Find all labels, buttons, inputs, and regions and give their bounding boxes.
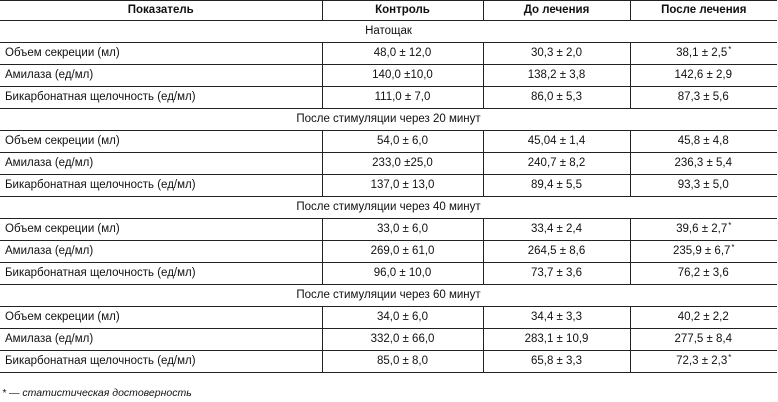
after-treatment-value-cell xyxy=(630,175,777,197)
after-treatment-value-cell xyxy=(630,351,777,373)
table-header xyxy=(0,1,777,21)
before-treatment-value-cell: 138,2 ± 3,8 xyxy=(483,65,630,87)
indicator-name-cell: Амилаза (ед/мл) xyxy=(0,329,322,351)
before-treatment-value-cell: 65,8 ± 3,3 xyxy=(483,351,630,373)
section-title: После стимуляции через 40 минут xyxy=(0,197,777,219)
significance-mark: * xyxy=(731,243,735,252)
indicator-name-cell: Бикарбонатная щелочность (ед/мл) xyxy=(0,175,322,197)
section-row xyxy=(0,109,777,131)
after-treatment-value-cell xyxy=(630,65,777,87)
section-row xyxy=(0,197,777,219)
before-treatment-value-cell: 30,3 ± 2,0 xyxy=(483,43,630,65)
control-value-cell: 332,0 ± 66,0 xyxy=(322,329,483,351)
after-treatment-value: 277,5 ± 8,4 xyxy=(674,333,732,345)
after-treatment-value-cell xyxy=(630,329,777,351)
significance-mark: * xyxy=(728,353,732,362)
before-treatment-value-cell: 283,1 ± 10,9 xyxy=(483,329,630,351)
table-row xyxy=(0,219,777,241)
indicator-name-cell: Бикарбонатная щелочность (ед/мл) xyxy=(0,263,322,285)
control-value-cell: 96,0 ± 10,0 xyxy=(322,263,483,285)
control-value-cell: 54,0 ± 6,0 xyxy=(322,131,483,153)
before-treatment-value-cell: 33,4 ± 2,4 xyxy=(483,219,630,241)
table-row xyxy=(0,87,777,109)
after-treatment-value-cell xyxy=(630,241,777,263)
after-treatment-value: 39,6 ± 2,7 xyxy=(676,223,728,235)
table-body xyxy=(0,21,777,373)
table-row xyxy=(0,351,777,373)
section-title: После стимуляции через 20 минут xyxy=(0,109,777,131)
before-treatment-value-cell: 73,7 ± 3,6 xyxy=(483,263,630,285)
after-treatment-value-cell xyxy=(630,43,777,65)
control-value-cell: 137,0 ± 13,0 xyxy=(322,175,483,197)
before-treatment-value-cell: 240,7 ± 8,2 xyxy=(483,153,630,175)
section-row xyxy=(0,285,777,307)
table-row xyxy=(0,65,777,87)
after-treatment-value: 45,8 ± 4,8 xyxy=(677,135,729,147)
column-header-control: Контроль xyxy=(322,1,483,21)
table-row xyxy=(0,175,777,197)
control-value-cell: 85,0 ± 8,0 xyxy=(322,351,483,373)
after-treatment-value: 76,2 ± 3,6 xyxy=(677,267,729,279)
control-value-cell: 111,0 ± 7,0 xyxy=(322,87,483,109)
after-treatment-value-cell xyxy=(630,87,777,109)
section-title: После стимуляции через 60 минут xyxy=(0,285,777,307)
table-row xyxy=(0,307,777,329)
after-treatment-value: 87,3 ± 5,6 xyxy=(677,91,729,103)
table-row xyxy=(0,329,777,351)
indicator-name-cell: Объем секреции (мл) xyxy=(0,219,322,241)
indicator-name-cell: Объем секреции (мл) xyxy=(0,307,322,329)
before-treatment-value-cell: 264,5 ± 8,6 xyxy=(483,241,630,263)
after-treatment-value: 235,9 ± 6,7 xyxy=(672,245,731,257)
after-treatment-value-cell xyxy=(630,307,777,329)
control-value-cell: 269,0 ± 61,0 xyxy=(322,241,483,263)
before-treatment-value-cell: 34,4 ± 3,3 xyxy=(483,307,630,329)
after-treatment-value-cell xyxy=(630,219,777,241)
section-title: Натощак xyxy=(0,21,777,43)
after-treatment-value-cell xyxy=(630,263,777,285)
after-treatment-value: 236,3 ± 5,4 xyxy=(674,157,732,169)
column-header-indicator: Показатель xyxy=(0,1,322,21)
indicator-name-cell: Бикарбонатная щелочность (ед/мл) xyxy=(0,351,322,373)
table-row xyxy=(0,263,777,285)
control-value-cell: 33,0 ± 6,0 xyxy=(322,219,483,241)
table-row xyxy=(0,131,777,153)
after-treatment-value: 93,3 ± 5,0 xyxy=(677,179,729,191)
control-value-cell: 233,0 ±25,0 xyxy=(322,153,483,175)
after-treatment-value-cell xyxy=(630,131,777,153)
before-treatment-value-cell: 45,04 ± 1,4 xyxy=(483,131,630,153)
after-treatment-value: 142,6 ± 2,9 xyxy=(674,69,732,81)
before-treatment-value-cell: 89,4 ± 5,5 xyxy=(483,175,630,197)
indicator-name-cell: Амилаза (ед/мл) xyxy=(0,241,322,263)
column-header-after-treatment: После лечения xyxy=(630,1,777,21)
control-value-cell: 34,0 ± 6,0 xyxy=(322,307,483,329)
indicator-name-cell: Амилаза (ед/мл) xyxy=(0,65,322,87)
indicator-name-cell: Бикарбонатная щелочность (ед/мл) xyxy=(0,87,322,109)
table-row xyxy=(0,241,777,263)
header-row xyxy=(0,1,777,21)
significance-mark: * xyxy=(728,221,732,230)
footnote: * — статистическая достоверность xyxy=(2,387,192,399)
column-header-before-treatment: До лечения xyxy=(483,1,630,21)
control-value-cell: 48,0 ± 12,0 xyxy=(322,43,483,65)
after-treatment-value: 38,1 ± 2,5 xyxy=(676,47,728,59)
after-treatment-value-cell xyxy=(630,153,777,175)
indicator-name-cell: Объем секреции (мл) xyxy=(0,43,322,65)
indicator-name-cell: Объем секреции (мл) xyxy=(0,131,322,153)
after-treatment-value: 40,2 ± 2,2 xyxy=(677,311,729,323)
before-treatment-value-cell: 86,0 ± 5,3 xyxy=(483,87,630,109)
after-treatment-value: 72,3 ± 2,3 xyxy=(676,355,728,367)
table-row xyxy=(0,43,777,65)
table-row xyxy=(0,153,777,175)
indicator-name-cell: Амилаза (ед/мл) xyxy=(0,153,322,175)
control-value-cell: 140,0 ±10,0 xyxy=(322,65,483,87)
significance-mark: * xyxy=(728,45,732,54)
section-row xyxy=(0,21,777,43)
